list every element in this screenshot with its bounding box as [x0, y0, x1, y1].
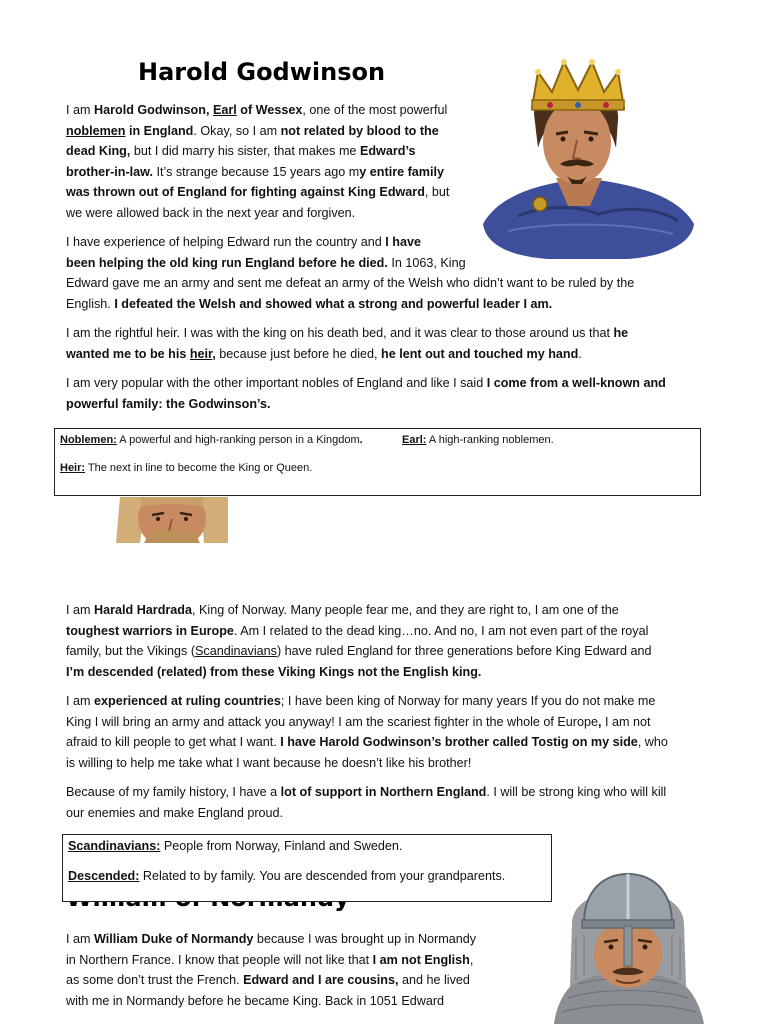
glossary-line-heir	[60, 461, 312, 475]
text-line	[66, 950, 476, 971]
bold-text: Edward’s	[359, 144, 416, 159]
text-line	[66, 182, 449, 203]
text-run: , one of the most powerful	[302, 103, 448, 117]
text-run: afraid to kill people to get what I want.	[66, 735, 281, 750]
text-line	[66, 203, 449, 224]
glossary-def-noblemen-period: .	[359, 434, 363, 446]
text-run: in Northern France. I know that people will not like that	[66, 952, 373, 967]
glossary-line-scandinavians	[68, 838, 402, 854]
text-run: Edward gave me an army and sent me defeat an army of the Welsh who didn’t want to be ruled by the	[66, 276, 635, 291]
text-run: I have experience of helping Edward run the country and	[66, 235, 386, 249]
bold-text: powerful family: the Godwinson’s.	[66, 396, 271, 411]
bold-text: was thrown out of England for fighting against King Edward	[66, 185, 425, 200]
glossary-term-descended: Descended:	[68, 869, 140, 883]
harold-paragraph-4	[66, 373, 666, 414]
text-run: because just before he died,	[215, 346, 381, 361]
text-run: I am	[66, 932, 94, 946]
text-run: ) have ruled England for three generations before King Edward and	[276, 644, 652, 659]
text-run: , who	[637, 735, 668, 750]
harold-portrait-image	[478, 56, 698, 262]
bold-text: William Duke of Normandy	[94, 932, 254, 946]
text-run: family, but the Vikings (	[66, 644, 196, 659]
harold-paragraph-3	[66, 323, 628, 364]
bold-text: Harald Hardrada	[94, 603, 192, 617]
text-run: as some don’t trust the French.	[66, 973, 244, 988]
text-run: . Am I related to the dead king…no. And no, I am not even part of the royal	[233, 623, 649, 638]
glossary-def-earl: A high-ranking noblemen.	[426, 434, 554, 446]
glossary-term-heir: Heir:	[60, 462, 86, 474]
bold-text: brother-in-law.	[66, 164, 153, 179]
text-line	[66, 621, 652, 642]
william-paragraph-1	[66, 929, 476, 1011]
text-run: with me in Normandy before he became King. Back in 1051 Edward	[66, 993, 445, 1008]
bold-text: I defeated the Welsh and showed what a strong and powerful leader I am.	[114, 296, 553, 311]
text-line	[66, 991, 476, 1012]
text-line	[66, 782, 666, 803]
bold-text: ,	[212, 346, 216, 361]
text-line	[66, 803, 666, 824]
harold-glossary-box	[54, 428, 701, 496]
bold-text: not related by blood to the	[280, 123, 439, 138]
glossary-term-scandinavians: Scandinavians:	[68, 839, 161, 853]
william-portrait-image	[548, 868, 708, 1024]
text-run: and he lived	[398, 973, 470, 988]
glossary-line-noblemen-earl	[60, 433, 363, 447]
text-line	[66, 929, 476, 950]
bold-text: y entire family	[359, 164, 444, 179]
text-run: . I will be strong king who will kill	[486, 785, 667, 799]
bearded-viking-illustration	[116, 497, 228, 543]
bold-text: experienced at ruling countries	[94, 694, 281, 708]
bold-text: I have Harold Godwinson’s brother called Tostig on my side	[280, 735, 638, 750]
text-run: Because of my family history, I have a	[66, 785, 281, 799]
text-line	[66, 141, 449, 162]
text-run: our enemies and make England proud.	[66, 805, 284, 820]
text-line	[66, 323, 628, 344]
glossary-line-descended	[68, 868, 505, 884]
text-run: I am	[66, 694, 94, 708]
text-run: I am not	[601, 714, 651, 729]
bold-text: I have	[385, 235, 421, 249]
text-line	[66, 344, 628, 365]
text-run: is willing to help me take what I want because he doesn’t like his brother!	[66, 755, 472, 770]
text-line	[66, 753, 668, 774]
harold-paragraph-1	[66, 100, 449, 224]
text-run: .	[578, 346, 582, 361]
text-run: King I will bring an army and attack you anyway! I am the scariest fighter in the whole of Europe	[66, 714, 599, 729]
text-line	[66, 732, 668, 753]
text-run: I am very popular with the other important nobles of England and like I said	[66, 376, 487, 390]
bold-text: I’m descended (related) from these Viking Kings not the English king.	[66, 664, 482, 679]
glossary-def-noblemen: A powerful and high-ranking person in a Kingdom	[116, 434, 360, 446]
text-line	[66, 273, 634, 294]
bold-text: I am not English	[372, 952, 470, 967]
text-run: ,	[469, 952, 474, 967]
harald-portrait-image	[116, 497, 228, 543]
glossary-def-descended: Related to by family. You are descended from your grandparents.	[139, 869, 506, 883]
text-run: In 1063, King	[387, 255, 466, 270]
bold-text: ,	[598, 714, 602, 729]
harald-paragraph-3	[66, 782, 666, 823]
glossary-line-earl	[402, 433, 554, 447]
underlined-term: Earl	[212, 103, 237, 117]
glossary-def-scandinavians: People from Norway, Finland and Sweden.	[160, 839, 403, 853]
text-run: , King of Norway. Many people fear me, and they are right to, I am one of the	[192, 603, 619, 617]
text-run: English.	[66, 296, 115, 311]
text-run: , but	[424, 185, 450, 200]
bold-text: in England	[125, 123, 194, 138]
underlined-term: heir	[189, 346, 213, 361]
text-run: I am the rightful heir. I was with the king on his death bed, and it was clear to those around us that	[66, 326, 614, 340]
underlined-term: Scandinavians	[195, 644, 277, 659]
text-line	[66, 641, 652, 662]
text-line	[66, 100, 449, 121]
text-line	[66, 662, 652, 683]
harald-paragraph-2	[66, 691, 668, 773]
text-line	[66, 970, 476, 991]
bold-text: wanted me to be his	[66, 346, 190, 361]
bold-text: he	[613, 326, 629, 340]
text-line	[66, 162, 449, 183]
bold-text: Harold Godwinson,	[94, 103, 213, 117]
harald-paragraph-1	[66, 600, 652, 682]
text-line	[66, 600, 652, 621]
bold-text: I come from a well-known and	[486, 376, 666, 390]
bold-text: been helping the old king run England before he died.	[66, 255, 388, 270]
text-run: because I was brought up in Normandy	[253, 932, 477, 946]
harald-glossary-box	[62, 834, 552, 902]
text-run: It’s strange because 15 years ago m	[153, 164, 360, 179]
glossary-term-earl: Earl:	[402, 434, 427, 446]
text-line	[66, 121, 449, 142]
text-line	[66, 294, 634, 315]
bold-text: dead King,	[66, 144, 131, 159]
text-run: . Okay, so I am	[193, 123, 281, 138]
text-run: I am	[66, 603, 94, 617]
bold-text: toughest warriors in Europe	[66, 623, 234, 638]
glossary-term-noblemen: Noblemen:	[60, 434, 117, 446]
underlined-term: noblemen	[66, 123, 126, 138]
bold-text: lot of support in Northern England	[280, 785, 487, 799]
crowned-man-illustration	[478, 56, 698, 262]
text-line	[66, 712, 668, 733]
text-run: ; I have been king of Norway for many years If you do not make me	[280, 694, 656, 708]
text-line	[66, 373, 666, 394]
bold-text: he lent out and touched my hand	[381, 346, 579, 361]
text-run: we were allowed back in the next year and forgiven.	[66, 205, 356, 220]
harold-title: Harold Godwinson	[138, 58, 386, 86]
text-line	[66, 394, 666, 415]
helmeted-knight-illustration	[548, 868, 708, 1024]
glossary-def-heir: The next in line to become the King or Queen.	[85, 462, 313, 474]
text-run: I am	[66, 103, 94, 117]
text-run: but I did marry his sister, that makes me	[130, 144, 360, 159]
bold-text: of Wessex	[236, 103, 303, 117]
bold-text: Edward and I are cousins,	[243, 973, 399, 988]
text-line	[66, 691, 668, 712]
